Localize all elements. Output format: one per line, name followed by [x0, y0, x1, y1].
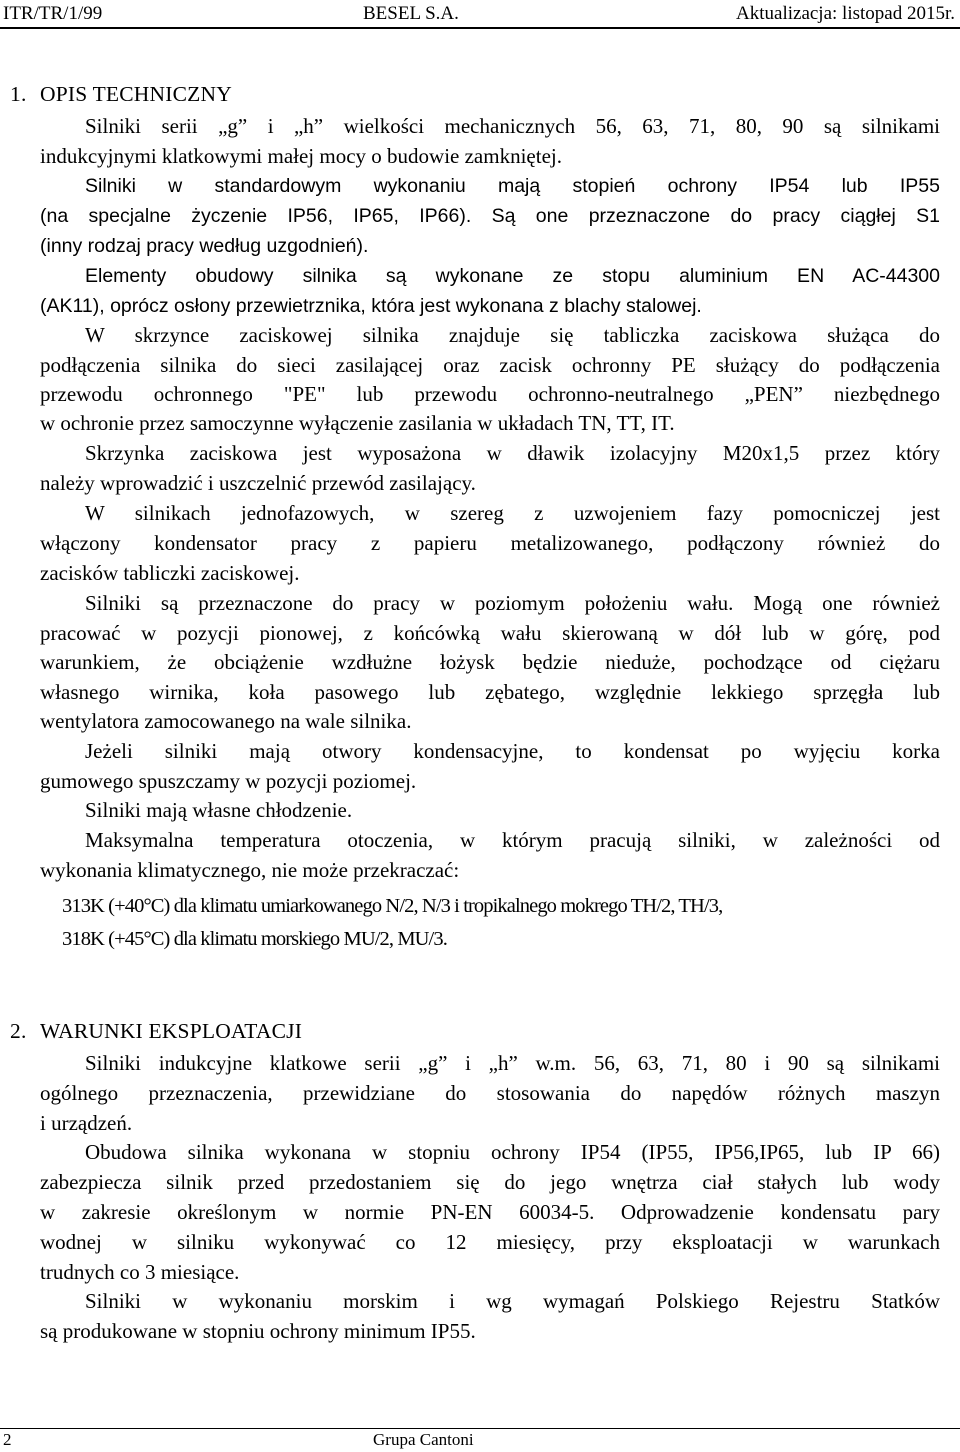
paragraph-line: są produkowane w stopniu ochrony minimum IP55. — [40, 1319, 476, 1343]
paragraph-line: Silniki w standardowym wykonaniu mają stopień ochrony IP54 lub IP55 — [85, 175, 940, 197]
paragraph-line: przewodu ochronnego "PE" lub przewodu ochronno-neutralnego „PEN” niezbędnego — [40, 382, 940, 406]
header-company: BESEL S.A. — [363, 3, 459, 24]
paragraph-line: Skrzynka zaciskowa jest wyposażona w dławik izolacyjny M20x1,5 przez który — [85, 441, 940, 465]
footer-company: Grupa Cantoni — [373, 1430, 474, 1449]
paragraph-line: warunkiem, że obciążenie wzdłużne łożysk będzie nieduże, pochodzące od ciężaru — [40, 650, 940, 674]
paragraph-line: pracować w pozycji pionowej, z końcówką wału skierowaną w dół lub w górę, pod — [40, 621, 940, 645]
section-2-heading — [10, 1017, 302, 1045]
paragraph-line: wentylatora zamocowanego na wale silnika. — [40, 709, 412, 733]
section-2-title: WARUNKI EKSPLOATACJI — [40, 1019, 303, 1043]
paragraph-line: podłączenia silnika do sieci zasilającej oraz zacisk ochronny PE służący do podłączenia — [40, 353, 940, 377]
paragraph-line: własnego wirnika, koła pasowego lub zębatego, względnie lekkiego sprzęgła lub — [40, 680, 940, 704]
paragraph-line: zabezpiecza silnik przed przedostaniem się do jego wnętrza ciał stałych lub wody — [40, 1170, 940, 1194]
section-1-number: 1. — [10, 82, 27, 106]
paragraph-line: W skrzynce zaciskowej silnika znajduje się tabliczka zaciskowa służąca do — [85, 323, 940, 347]
paragraph-line: indukcyjnymi klatkowymi małej mocy o budowie zamkniętej. — [40, 144, 562, 168]
paragraph-line: Silniki serii „g” i „h” wielkości mechanicznych 56, 63, 71, 80, 90 są silnikami — [85, 114, 940, 138]
paragraph-line: Maksymalna temperatura otoczenia, w którym pracują silniki, w zależności od — [85, 828, 940, 852]
paragraph-line: Silniki mają własne chłodzenie. — [85, 798, 353, 822]
header-divider — [0, 27, 960, 29]
paragraph-line: w zakresie określonym w normie PN-EN 60034-5. Odprowadzenie kondensatu pary — [40, 1200, 940, 1224]
paragraph-line: wykonania klimatycznego, nie może przekraczać: — [40, 858, 460, 882]
paragraph-line: Elementy obudowy silnika są wykonane ze stopu aluminium EN AC-44300 — [85, 265, 940, 287]
footer-divider — [0, 1428, 960, 1429]
page-header — [0, 2, 960, 28]
paragraph-line: (na specjalne życzenie IP56, IP65, IP66). Są one przeznaczone do pracy ciągłej S1 — [40, 205, 940, 227]
paragraph-line: włączony kondensator pracy z papieru metalizowanego, podłączony również do — [40, 531, 940, 555]
page-number: 2 — [3, 1430, 12, 1449]
section-2-number: 2. — [10, 1019, 27, 1043]
paragraph-line: (inny rodzaj pracy według uzgodnień). — [40, 235, 369, 257]
paragraph-line: w ochronie przez samoczynne wyłączenie zasilania w układach TN, TT, IT. — [40, 411, 675, 435]
paragraph-line: Jeżeli silniki mają otwory kondensacyjne, to kondensat po wyjęciu korka — [85, 739, 940, 763]
paragraph-line: i urządzeń. — [40, 1111, 133, 1135]
paragraph-line: gumowego spuszczamy w pozycji poziomej. — [40, 769, 417, 793]
paragraph-line: W silnikach jednofazowych, w szereg z uzwojeniem fazy pomocniczej jest — [85, 501, 940, 525]
header-doc-code: ITR/TR/1/99 — [3, 3, 103, 24]
paragraph-line: (AK11), oprócz osłony przewietrznika, która jest wykonana z blachy stalowej. — [40, 295, 702, 317]
section-1-title: OPIS TECHNICZNY — [40, 82, 232, 106]
paragraph-line: Silniki w wykonaniu morskim i wg wymagań Polskiego Rejestru Statków — [85, 1289, 940, 1313]
temperature-limit-line: 318K (+45°C) dla klimatu morskiego MU/2, MU/3. — [62, 928, 447, 950]
paragraph-line: wodnej w silniku wykonywać co 12 miesięcy, przy eksploatacji w warunkach — [40, 1230, 940, 1254]
paragraph-line: należy wprowadzić i uszczelnić przewód zasilający. — [40, 471, 476, 495]
paragraph-line: ogólnego przeznaczenia, przewidziane do stosowania do napędów różnych maszyn — [40, 1081, 940, 1105]
section-1-heading — [10, 80, 232, 108]
paragraph-line: Silniki indukcyjne klatkowe serii „g” i „h” w.m. 56, 63, 71, 80 i 90 są silnikami — [85, 1051, 940, 1075]
paragraph-line: trudnych co 3 miesiące. — [40, 1260, 240, 1284]
temperature-limit-line: 313K (+40°C) dla klimatu umiarkowanego N/2, N/3 i tropikalnego mokrego TH/2, TH/3, — [62, 895, 723, 917]
paragraph-line: Obudowa silnika wykonana w stopniu ochrony IP54 (IP55, IP56,IP65, lub IP 66) — [85, 1140, 940, 1164]
paragraph-line: Silniki są przeznaczone do pracy w poziomym położeniu wału. Mogą one również — [85, 591, 940, 615]
paragraph-line: zacisków tabliczki zaciskowej. — [40, 561, 300, 585]
header-update-date: Aktualizacja: listopad 2015r. — [736, 3, 955, 24]
